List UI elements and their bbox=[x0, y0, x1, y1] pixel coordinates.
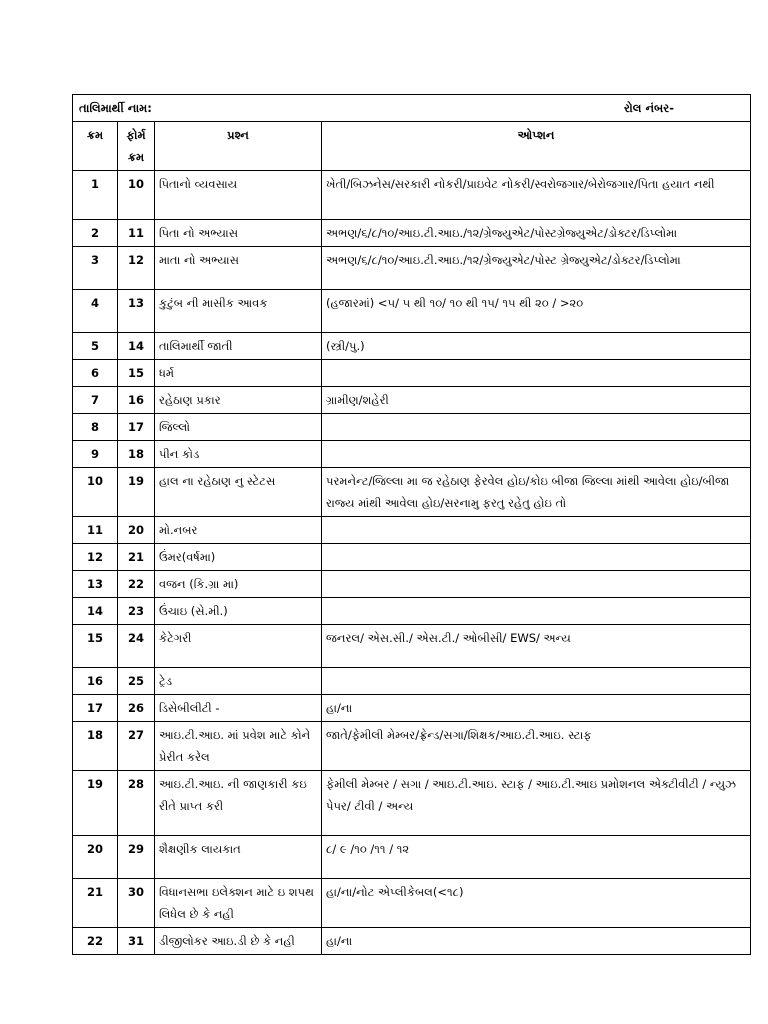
row-option bbox=[322, 414, 751, 441]
table-row bbox=[73, 836, 751, 879]
row-serial: 11 bbox=[73, 517, 118, 544]
row-option bbox=[322, 544, 751, 571]
row-option bbox=[322, 571, 751, 598]
column-header-option: ઓપ્શન bbox=[322, 122, 751, 171]
row-serial: 14 bbox=[73, 598, 118, 625]
row-form-serial: 25 bbox=[118, 668, 155, 695]
row-form-serial: 31 bbox=[118, 928, 155, 955]
row-option: (સ્ત્રી/પુ.) bbox=[322, 333, 751, 360]
row-option: જનરલ/ એસ.સી./ એસ.ટી./ ઓબીસી/ EWS/ અન્ય bbox=[322, 625, 751, 668]
table-row bbox=[73, 598, 751, 625]
row-option: હા/ના bbox=[322, 695, 751, 722]
row-option: હા/ના/નોટ એપ્લીકેબલ(<૧૮) bbox=[322, 879, 751, 928]
row-question: ઉંમર(વર્ષમા) bbox=[155, 544, 322, 571]
row-option bbox=[322, 360, 751, 387]
row-serial: 20 bbox=[73, 836, 118, 879]
table-row bbox=[73, 544, 751, 571]
row-question: વજન (કિ.ગ્રા મા) bbox=[155, 571, 322, 598]
row-serial: 10 bbox=[73, 468, 118, 517]
row-form-serial: 20 bbox=[118, 517, 155, 544]
row-serial: 19 bbox=[73, 771, 118, 836]
row-question: કેટેગરી bbox=[155, 625, 322, 668]
table-row bbox=[73, 928, 751, 955]
row-option: અભણ/૬/૮/૧૦/આઇ.ટી.આઇ./૧૨/ગ્રેજ્યુએટ/પોસ્ટ ગ્રેજ્યુએટ/ડોક્ટર/ડિપ્લોમા bbox=[322, 247, 751, 290]
row-serial: 15 bbox=[73, 625, 118, 668]
column-header-row bbox=[73, 122, 751, 171]
form-header-row bbox=[73, 95, 751, 122]
table-row bbox=[73, 220, 751, 247]
trainee-form-table bbox=[72, 94, 751, 955]
table-row bbox=[73, 517, 751, 544]
row-question: તાલિમાર્થી જાતી bbox=[155, 333, 322, 360]
table-row bbox=[73, 387, 751, 414]
row-form-serial: 28 bbox=[118, 771, 155, 836]
row-serial: 22 bbox=[73, 928, 118, 955]
table-row bbox=[73, 571, 751, 598]
row-form-serial: 27 bbox=[118, 722, 155, 771]
row-serial: 21 bbox=[73, 879, 118, 928]
table-row bbox=[73, 333, 751, 360]
row-form-serial: 10 bbox=[118, 171, 155, 220]
row-question: ડીજીલોકર આઇ.ડી છે કે નહી bbox=[155, 928, 322, 955]
row-form-serial: 30 bbox=[118, 879, 155, 928]
row-serial: 1 bbox=[73, 171, 118, 220]
row-form-serial: 12 bbox=[118, 247, 155, 290]
row-serial: 17 bbox=[73, 695, 118, 722]
row-question: પિતાનો વ્યવસાય bbox=[155, 171, 322, 220]
row-serial: 3 bbox=[73, 247, 118, 290]
row-form-serial: 24 bbox=[118, 625, 155, 668]
table-row bbox=[73, 625, 751, 668]
row-serial: 12 bbox=[73, 544, 118, 571]
table-row bbox=[73, 360, 751, 387]
row-serial: 4 bbox=[73, 290, 118, 333]
row-question: શૈક્ષણીક લાયકાત bbox=[155, 836, 322, 879]
row-form-serial: 29 bbox=[118, 836, 155, 879]
row-serial: 18 bbox=[73, 722, 118, 771]
row-form-serial: 21 bbox=[118, 544, 155, 571]
row-serial: 2 bbox=[73, 220, 118, 247]
row-question: કુટુંબ ની માસીક આવક bbox=[155, 290, 322, 333]
row-option bbox=[322, 668, 751, 695]
row-form-serial: 11 bbox=[118, 220, 155, 247]
column-header-serial: ક્રમ bbox=[73, 122, 118, 171]
row-serial: 9 bbox=[73, 441, 118, 468]
table-row bbox=[73, 171, 751, 220]
table-row bbox=[73, 468, 751, 517]
table-row bbox=[73, 441, 751, 468]
table-row bbox=[73, 771, 751, 836]
row-form-serial: 17 bbox=[118, 414, 155, 441]
row-form-serial: 23 bbox=[118, 598, 155, 625]
row-question: મો.નબર bbox=[155, 517, 322, 544]
row-option bbox=[322, 517, 751, 544]
row-question: માતા નો અભ્યાસ bbox=[155, 247, 322, 290]
row-serial: 6 bbox=[73, 360, 118, 387]
row-question: હાલ ના રહેઠાણ નુ સ્ટેટસ bbox=[155, 468, 322, 517]
row-form-serial: 14 bbox=[118, 333, 155, 360]
row-serial: 7 bbox=[73, 387, 118, 414]
row-question: જિલ્લો bbox=[155, 414, 322, 441]
row-option bbox=[322, 598, 751, 625]
row-option: ખેતી/બિઝનેસ/સરકારી નોકરી/પ્રાઇવેટ નોકરી/સ્વરોજગાર/બેરોજગાર/પિતા હયાત નથી bbox=[322, 171, 751, 220]
row-serial: 5 bbox=[73, 333, 118, 360]
column-header-form-serial: ફોર્મ ક્રમ bbox=[118, 122, 155, 171]
row-question: પિતા નો અભ્યાસ bbox=[155, 220, 322, 247]
row-option: જાતે/ફેમીલી મેમ્બર/ફ્રેન્ડ/સગા/શિક્ષક/આઇ.ટી.આઇ. સ્ટાફ bbox=[322, 722, 751, 771]
trainee-name-label: તાલિમાર્થી નામ: bbox=[79, 101, 152, 115]
row-form-serial: 19 bbox=[118, 468, 155, 517]
column-header-question: પ્રશ્ન bbox=[155, 122, 322, 171]
row-form-serial: 16 bbox=[118, 387, 155, 414]
row-form-serial: 22 bbox=[118, 571, 155, 598]
row-question: પીન કોડ bbox=[155, 441, 322, 468]
table-row bbox=[73, 247, 751, 290]
row-serial: 13 bbox=[73, 571, 118, 598]
row-option: ૮/ ૯ /૧૦ /૧૧ / ૧૨ bbox=[322, 836, 751, 879]
row-option: ફેમીલી મેમ્બર / સગા / આઇ.ટી.આઇ. સ્ટાફ / આઇ.ટી.આઇ પ્રમોશનલ એક્ટીવીટી / ન્યુઝ પેપર/ ટીવી / અન્ય bbox=[322, 771, 751, 836]
table-row bbox=[73, 290, 751, 333]
roll-number-label: રોલ નંબર- bbox=[623, 101, 674, 115]
row-option: પરમનેન્ટ/જિલ્લા મા જ રહેઠાણ ફેરવેલ હોઇ/કોઇ બીજા જિલ્લા માંથી આવેલા હોઇ/બીજા રાજ્ય માંથી આવેલા હોઇ/સરનામુ ફરતુ રહેતુ હોઇ તો bbox=[322, 468, 751, 517]
row-form-serial: 13 bbox=[118, 290, 155, 333]
table-row bbox=[73, 879, 751, 928]
row-serial: 16 bbox=[73, 668, 118, 695]
row-option: હા/ના bbox=[322, 928, 751, 955]
row-question: આઇ.ટી.આઇ. માં પ્રવેશ માટે કોને પ્રેરીત કરેલ bbox=[155, 722, 322, 771]
row-form-serial: 18 bbox=[118, 441, 155, 468]
row-question: ઉંચાઇ (સે.મી.) bbox=[155, 598, 322, 625]
row-option: (હજારમાં) <૫/ ૫ થી ૧૦/ ૧૦ થી ૧૫/ ૧૫ થી ૨૦ / >૨૦ bbox=[322, 290, 751, 333]
table-row bbox=[73, 722, 751, 771]
row-question: ડિસેબીલીટી - bbox=[155, 695, 322, 722]
row-option: અભણ/૬/૮/૧૦/આઇ.ટી.આઇ./૧૨/ગ્રેજ્યુએટ/પોસ્ટગ્રેજ્યુએટ/ડોક્ટર/ડિપ્લોમા bbox=[322, 220, 751, 247]
row-option bbox=[322, 441, 751, 468]
row-question: વિધાનસભા ઇલેક્શન માટે ઇ શપથ લિધેલ છે કે નહી bbox=[155, 879, 322, 928]
table-row bbox=[73, 414, 751, 441]
row-serial: 8 bbox=[73, 414, 118, 441]
row-question: ધર્મ bbox=[155, 360, 322, 387]
row-form-serial: 26 bbox=[118, 695, 155, 722]
table-row bbox=[73, 668, 751, 695]
row-form-serial: 15 bbox=[118, 360, 155, 387]
row-question: આઇ.ટી.આઇ. ની જાણકારી કઇ રીતે પ્રાપ્ત કરી bbox=[155, 771, 322, 836]
row-question: ટ્રેડ bbox=[155, 668, 322, 695]
row-option: ગ્રામીણ/શહેરી bbox=[322, 387, 751, 414]
table-row bbox=[73, 695, 751, 722]
row-question: રહેઠાણ પ્રકાર bbox=[155, 387, 322, 414]
